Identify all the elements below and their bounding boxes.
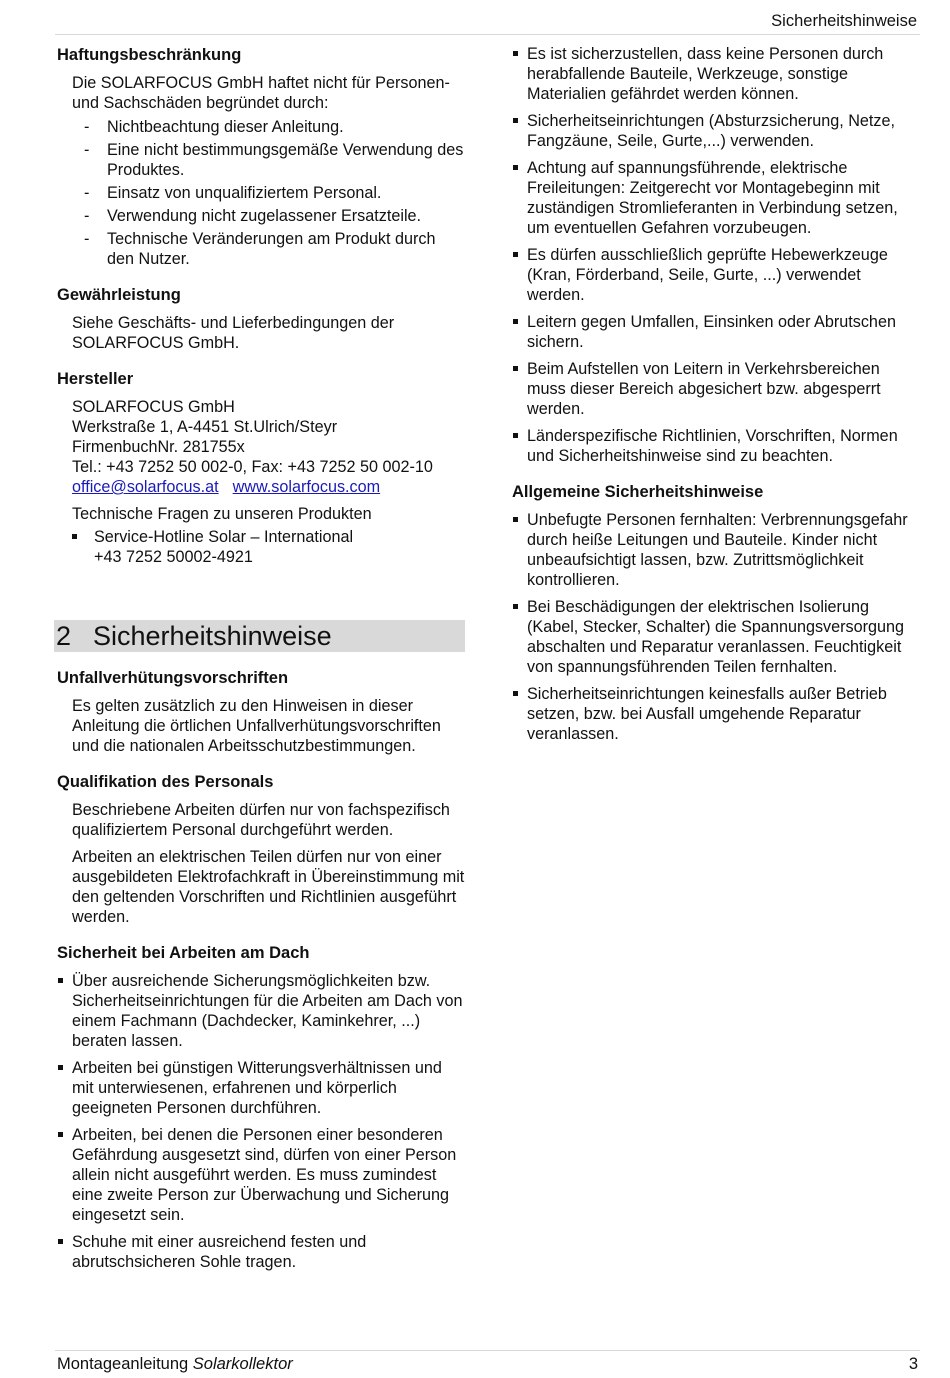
allgemein-list xyxy=(512,510,920,744)
unfall-text: Es gelten zusätzlich zu den Hinweisen in dieser Anleitung die örtlichen Unfallverhütungsvorschriften und die nationalen Arbeitsschutzbestimmungen. xyxy=(72,697,441,755)
contact-links xyxy=(72,477,465,497)
right-column xyxy=(512,44,920,759)
running-header: Sicherheitshinweise xyxy=(771,12,917,30)
chapter-number: 2 xyxy=(56,621,72,651)
heading-hersteller: Hersteller xyxy=(57,370,134,388)
register-number: FirmenbuchNr. 281755x xyxy=(72,438,245,456)
list-item: Es dürfen ausschließlich geprüfte Hebewerkzeuge (Kran, Förderband, Seile, Gurte, ...) verwendet werden. xyxy=(512,245,920,305)
phone-fax: Tel.: +43 7252 50 002-0, Fax: +43 7252 50 002-10 xyxy=(72,458,433,476)
footer-product: Solarkollektor xyxy=(192,1355,293,1373)
list-item xyxy=(72,527,465,567)
footer-divider xyxy=(55,1350,920,1351)
footer-manual: Montageanleitung xyxy=(57,1355,189,1373)
list-item: Arbeiten, bei denen die Personen einer besonderen Gefährdung ausgesetzt sind, dürfen von einer Person allein nicht ausgeführt werden. Es muss zumindest eine zweite Person zur Überwachung und Sicherung eingesetzt sein. xyxy=(57,1125,465,1225)
section-gewaehrleistung xyxy=(57,284,465,353)
email-link[interactable]: office@solarfocus.at xyxy=(72,478,219,496)
list-item: - Einsatz von unqualifiziertem Personal. xyxy=(72,183,465,203)
dach-list xyxy=(57,971,465,1272)
heading-gewaehrleistung: Gewährleistung xyxy=(57,286,181,304)
address-block xyxy=(72,397,465,497)
list-item: Länderspezifische Richtlinien, Vorschriften, Normen und Sicherheitshinweise sind zu beachten. xyxy=(512,426,920,466)
page-number: 3 xyxy=(908,1355,918,1373)
list-item: Beim Aufstellen von Leitern in Verkehrsbereichen muss dieser Bereich abgesichert bzw. abgesperrt werden. xyxy=(512,359,920,419)
chapter-heading xyxy=(54,620,465,652)
hotline-list xyxy=(72,527,465,567)
qualifikation-p1: Beschriebene Arbeiten dürfen nur von fachspezifisch qualifiziertem Personal durchgeführt werden. xyxy=(72,801,450,839)
section-allgemein xyxy=(512,481,920,744)
heading-haftung: Haftungsbeschränkung xyxy=(57,46,242,64)
street-address: Werkstraße 1, A-4451 St.Ulrich/Steyr xyxy=(72,418,338,436)
list-item: Schuhe mit einer ausreichend festen und abrutschsicheren Sohle tragen. xyxy=(57,1232,465,1272)
chapter-title: Sicherheitshinweise xyxy=(93,621,332,651)
list-item: Es ist sicherzustellen, dass keine Personen durch herabfallende Bauteile, Werkzeuge, sonstige Materialien gefährdet werden können. xyxy=(512,44,920,104)
company-name: SOLARFOCUS GmbH xyxy=(72,398,235,416)
haftung-intro: Die SOLARFOCUS GmbH haftet nicht für Personen- und Sachschäden begründet durch: xyxy=(72,74,450,112)
section-qualifikation xyxy=(57,771,465,927)
hotline-label: Service-Hotline Solar – International xyxy=(94,528,354,546)
list-item: Arbeiten bei günstigen Witterungsverhältnissen und mit unterwiesenen, erfahrenen und körperlich geeigneten Personen durchführen. xyxy=(57,1058,465,1118)
list-item: Unbefugte Personen fernhalten: Verbrennungsgefahr durch heiße Leitungen und Bauteile. Kinder nicht unbeaufsichtigt lassen, bzw. Zutrittsmöglichkeit kontrollieren. xyxy=(512,510,920,590)
heading-unfall: Unfallverhütungsvorschriften xyxy=(57,669,289,687)
list-item: Leitern gegen Umfallen, Einsinken oder Abrutschen sichern. xyxy=(512,312,920,352)
list-item: Sicherheitseinrichtungen keinesfalls außer Betrieb setzen, bzw. bei Ausfall umgehende Reparatur veranlassen. xyxy=(512,684,920,744)
section-hersteller xyxy=(57,368,465,567)
list-item: Über ausreichende Sicherungsmöglichkeiten bzw. Sicherheitseinrichtungen für die Arbeiten am Dach von einem Fachmann (Dachdecker, Kaminkehrer, ...) beraten lassen. xyxy=(57,971,465,1051)
gewaehr-text: Siehe Geschäfts- und Lieferbedingungen der SOLARFOCUS GmbH. xyxy=(72,314,395,352)
hotline-number: +43 7252 50002-4921 xyxy=(94,548,253,566)
section-haftung xyxy=(57,44,465,269)
heading-dach: Sicherheit bei Arbeiten am Dach xyxy=(57,944,310,962)
list-item: - Eine nicht bestimmungsgemäße Verwendung des Produktes. xyxy=(72,140,465,180)
footer-title xyxy=(57,1354,293,1374)
qualifikation-p2: Arbeiten an elektrischen Teilen dürfen nur von einer ausgebildeten Elektrofachkraft in Übereinstimmung mit den geltenden Vorschriften und Richtlinien ausgeführt werden. xyxy=(72,848,465,926)
tech-questions: Technische Fragen zu unseren Produkten xyxy=(72,505,372,523)
list-item: Sicherheitseinrichtungen (Absturzsicherung, Netze, Fangzäune, Seile, Gurte,...) verwenden. xyxy=(512,111,920,151)
list-item: - Nichtbeachtung dieser Anleitung. xyxy=(72,117,465,137)
heading-qualifikation: Qualifikation des Personals xyxy=(57,773,274,791)
list-item: - Technische Veränderungen am Produkt durch den Nutzer. xyxy=(72,229,465,269)
section-dach-continued xyxy=(512,44,920,466)
dach-list-continued xyxy=(512,44,920,466)
section-dach xyxy=(57,942,465,1272)
list-item: Achtung auf spannungsführende, elektrische Freileitungen: Zeitgerecht vor Montagebeginn mit zuständigen Stromlieferanten in Verbindung setzen, um eventuellen Gefahren vorzubeugen. xyxy=(512,158,920,238)
website-link[interactable]: www.solarfocus.com xyxy=(232,478,381,496)
heading-allgemein: Allgemeine Sicherheitshinweise xyxy=(512,483,764,501)
list-item: - Verwendung nicht zugelassener Ersatzteile. xyxy=(72,206,465,226)
section-unfall xyxy=(57,667,465,756)
haftung-list xyxy=(72,117,465,269)
list-item: Bei Beschädigungen der elektrischen Isolierung (Kabel, Stecker, Schalter) die Spannungsversorgung abschalten und Reparatur veranlassen. Feuchtigkeit von spannungsführenden Teilen fernhalten. xyxy=(512,597,920,677)
left-column xyxy=(57,44,465,1287)
header-divider xyxy=(55,34,920,35)
